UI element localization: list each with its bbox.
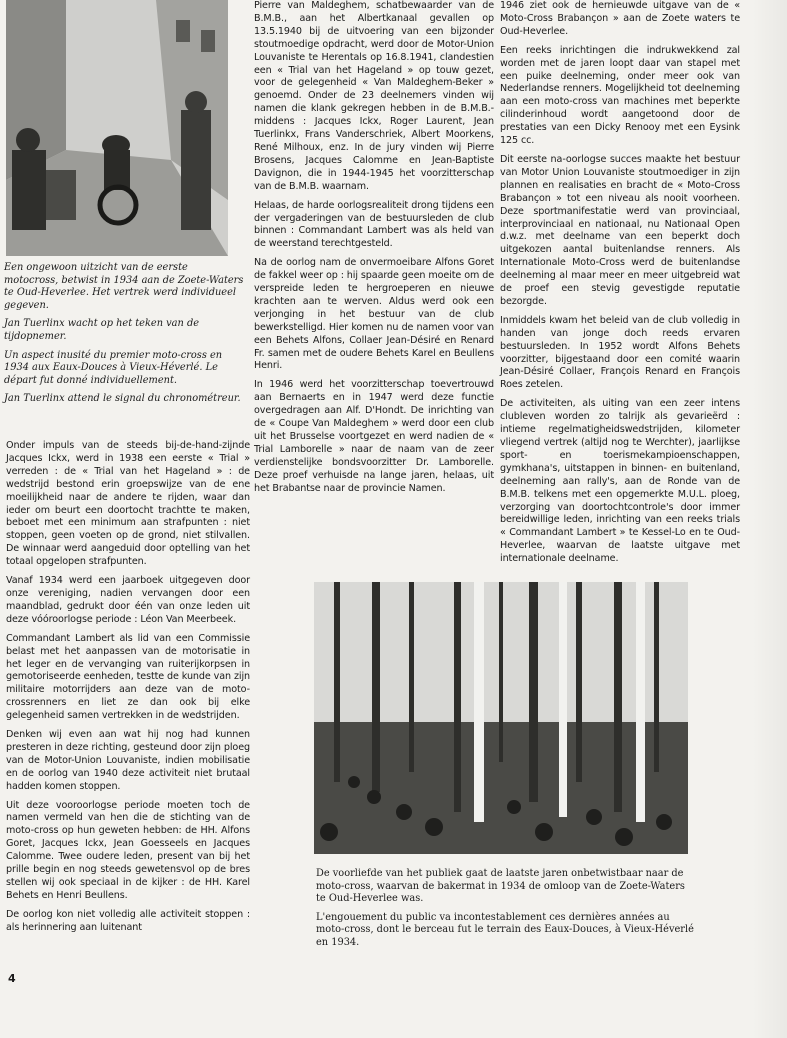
paragraph: De activiteiten, als uiting van een zeer intens clubleven worden zo talrijk als gevarieërd : intieme regelmatigheidswedstrijden, kilometer vliegend vertrek (altijd nog te Werchter), jaarlijkse sport- en toerismekampioenschappen, gymkhana's, uitstappen in binnen- en buitenland, deelneming aan rally's, aan de Ronde van de B.M.B. telkens met een opgemerkte M.U.L. ploeg, verzorging van doortochtcontrole's door immer bereidwillige leden, inrichting van een reeks trials « Commandant Lambert » te Kessel-Lo en te Oud-Heverlee, waarvan de laatste uitgave met internationale deelname. xyxy=(500,398,740,565)
photo-crowd-forest-illustration xyxy=(314,582,688,854)
caption-fr: L'engouement du public va incontestablement ces dernières années au moto-cross, dont le berceau fut le terrain des Eaux-Douces, à Vieux-Héverlé en 1934. xyxy=(316,911,694,948)
paragraph: Denken wij even aan wat hij nog had kunnen presteren in deze richting, gesteund door zijn ploeg van de Motor-Union Louvaniste, indien mobilisatie en de oorlog van 1940 deze activiteit niet brutaal hadden komen stoppen. xyxy=(6,729,250,792)
text-column-2 xyxy=(254,0,494,502)
paragraph: Commandant Lambert als lid van een Commissie belast met het aanpassen van de motorisatie in het leger en de vervanging van ruiterijkorpsen in gemotoriseerde eenheden, testte de kunde van zijn militaire motorrijders aan deze van de moto-crossrenners en liet ze dan ook bij elke gelegenheid samen vertrekken in de wedstrijden. xyxy=(6,632,250,722)
caption-fr-1: Un aspect inusité du premier moto-cross en 1934 aux Eaux-Douces à Vieux-Héverlé. Le départ fut donné individuellement. xyxy=(4,349,223,386)
text-column-1 xyxy=(6,440,250,941)
text-column-3 xyxy=(500,0,740,572)
paragraph: Na de oorlog nam de onvermoeibare Alfons Goret de fakkel weer op : hij spaarde geen moeite om de verspreide leden te hergroeperen en nieuwe krachten aan te werven. Aldus werd ook een verjonging in het bestuur van de club bewerkstelligd. Hier komen nu de namen voor van een Behets Alfons, Collaer Jean-Désiré en Renard Fr. samen met de oudere Behets Karel en Beullens Henri. xyxy=(254,257,494,372)
page-number: 4 xyxy=(8,972,16,985)
paragraph: Uit deze vooroorlogse periode moeten toch de namen vermeld van hen die de stichting van de moto-cross op hun geweten hebben: de HH. Alfons Goret, Jacques Ickx, Jean Goesseels en Jacques Calomme. Twee oudere leden, present van bij het prille begin en nog steeds gewetensvol op de bres stellen wij ook speciaal in de kijker : de HH. Karel Behets en Henri Beullens. xyxy=(6,799,250,901)
paragraph: Onder impuls van de steeds bij-de-hand-zijnde Jacques Ickx, werd in 1938 een eerste « Trial » verreden : de « Trial van het Hageland » : de wedstrijd bestond erin groepswijze van de ene moeilijkheid naar de andere te rijden, waar dan ieder om beurt een doortocht trachtte te maken, beboet met een minimum aan strafpunten : niet stoppen, geen voeten op de grond, niet stilvallen. De winnaar werd aangeduid door optelling van het totaal opgelopen strafpunten. xyxy=(6,440,250,568)
paragraph: De oorlog kon niet volledig alle activiteit stoppen : als herinnering aan luitenant xyxy=(6,908,250,933)
paragraph: Dit eerste na-oorlogse succes maakte het bestuur van Motor Union Louvaniste stoutmoediger in zijn plannen en realisaties en bracht de « Moto-Cross Brabançon » tot een niveau als nooit voorheen. Deze sportmanifestatie werd van provinciaal, interprovinciaal en nationaal, nu Nationaal Open d.w.z. met deelname van een beperkt doch uitgekozen aantal buitenlandse renners. Als Internationale Moto-Cross werd de buitenlandse deelneming al maar meer en meer uitgebreid wat de proef een stevig gevestigde reputatie bezorgde. xyxy=(500,153,740,307)
caption-fr-2: Jan Tuerlinx attend le signal du chronométreur. xyxy=(4,393,241,405)
paragraph: Helaas, de harde oorlogsrealiteit drong tijdens een der vergaderingen van de bestuursleden de club binnen : Commandant Lambert was als held van de weerstand terechtgesteld. xyxy=(254,199,494,250)
paragraph: 1946 ziet ook de hernieuwde uitgave van de « Moto-Cross Brabançon » aan de Zoete waters te Oud-Heverlee. xyxy=(500,0,740,37)
paragraph: In 1946 werd het voorzitterschap toevertrouwd aan Bernaerts en in 1947 werd deze functie overgedragen aan Alf. D'Hondt. De inrichting van de « Coupe Van Maldeghem » werd door een club uit het Brusselse voortgezet en werd nadien de « Trial Lamborelle » naar de naam van de zeer verdienstelijke bondsvoorzitter Dr. Lamborelle. Deze proef verhuisde na lange jaren, helaas, uit het Brabantse naar de provincie Namen. xyxy=(254,379,494,494)
paragraph: Vanaf 1934 werd een jaarboek uitgegeven door onze vereniging, nadien vervangen door een maandblad, gedrukt door één van onze leden uit deze vóóroorlogse periode : Léon Van Meerbeek. xyxy=(6,575,250,625)
photo2-caption xyxy=(316,868,696,956)
photo-motocross-start-1934 xyxy=(6,0,228,256)
paragraph: Pierre van Maldeghem, schatbewaarder van de B.M.B., aan het Albertkanaal gevallen op 13.5.1940 bij de uitvoering van een bijzonder stoutmoedige opdracht, werd door de Motor-Union Louvaniste te Herentals op 16.8.1941, clandestien een « Trial van het Hageland » op touw gezet, voor de gelegenheid « Van Maldeghem-Beker » genoemd. Onder de 23 deelnemers vinden wij namen die klank gekregen hebben in de B.M.B.-middens : Jacques Ickx, Roger Laurent, Jean Tuerlinkx, Frans Vanderschriek, Albert Moorkens, René Milhoux, enz. In de jury vinden wij Pierre Brosens, Jacques Calomme en Jean-Baptiste Davignon, die in 1944-1945 het voorzitterschap van de B.M.B. waarnam. xyxy=(254,0,494,192)
photo-motocross-start-illustration xyxy=(6,0,228,256)
caption-nl-1: Een ongewoon uitzicht van de eerste motocross, betwist in 1934 aan de Zoete-Waters te Oud-Heverlee. Het vertrek werd individueel gegeven. xyxy=(4,262,244,311)
page-edge-shadow xyxy=(752,0,787,1038)
caption-nl-2: Jan Tuerlinx wacht op het teken van de tijdopnemer. xyxy=(4,318,200,342)
photo1-caption xyxy=(4,262,244,412)
paragraph: Een reeks inrichtingen die indrukwekkend zal worden met de jaren loopt daar van stapel met een puike deelneming, onder meer ook van Nederlandse renners. Mogelijkheid tot deelneming aan een moto-cross van machines met beperkte cilinderinhoud wordt aangetoond door de prestaties van een Dicky Renooy met een Eysink 125 cc. xyxy=(500,44,740,147)
paragraph: Inmiddels kwam het beleid van de club volledig in handen van jonge doch reeds ervaren bestuursleden. In 1952 wordt Alfons Behets voorzitter, bijgestaand door een comité waarin Jean-Désiré Collaer, François Renard en François Roes zetelen. xyxy=(500,314,740,391)
caption-nl: De voorliefde van het publiek gaat de laatste jaren onbetwistbaar naar de moto-cross, waarvan de bakermat in 1934 de omloop van de Zoete-Waters te Oud-Heverlee was. xyxy=(316,868,685,905)
photo-crowd-forest xyxy=(314,582,688,854)
